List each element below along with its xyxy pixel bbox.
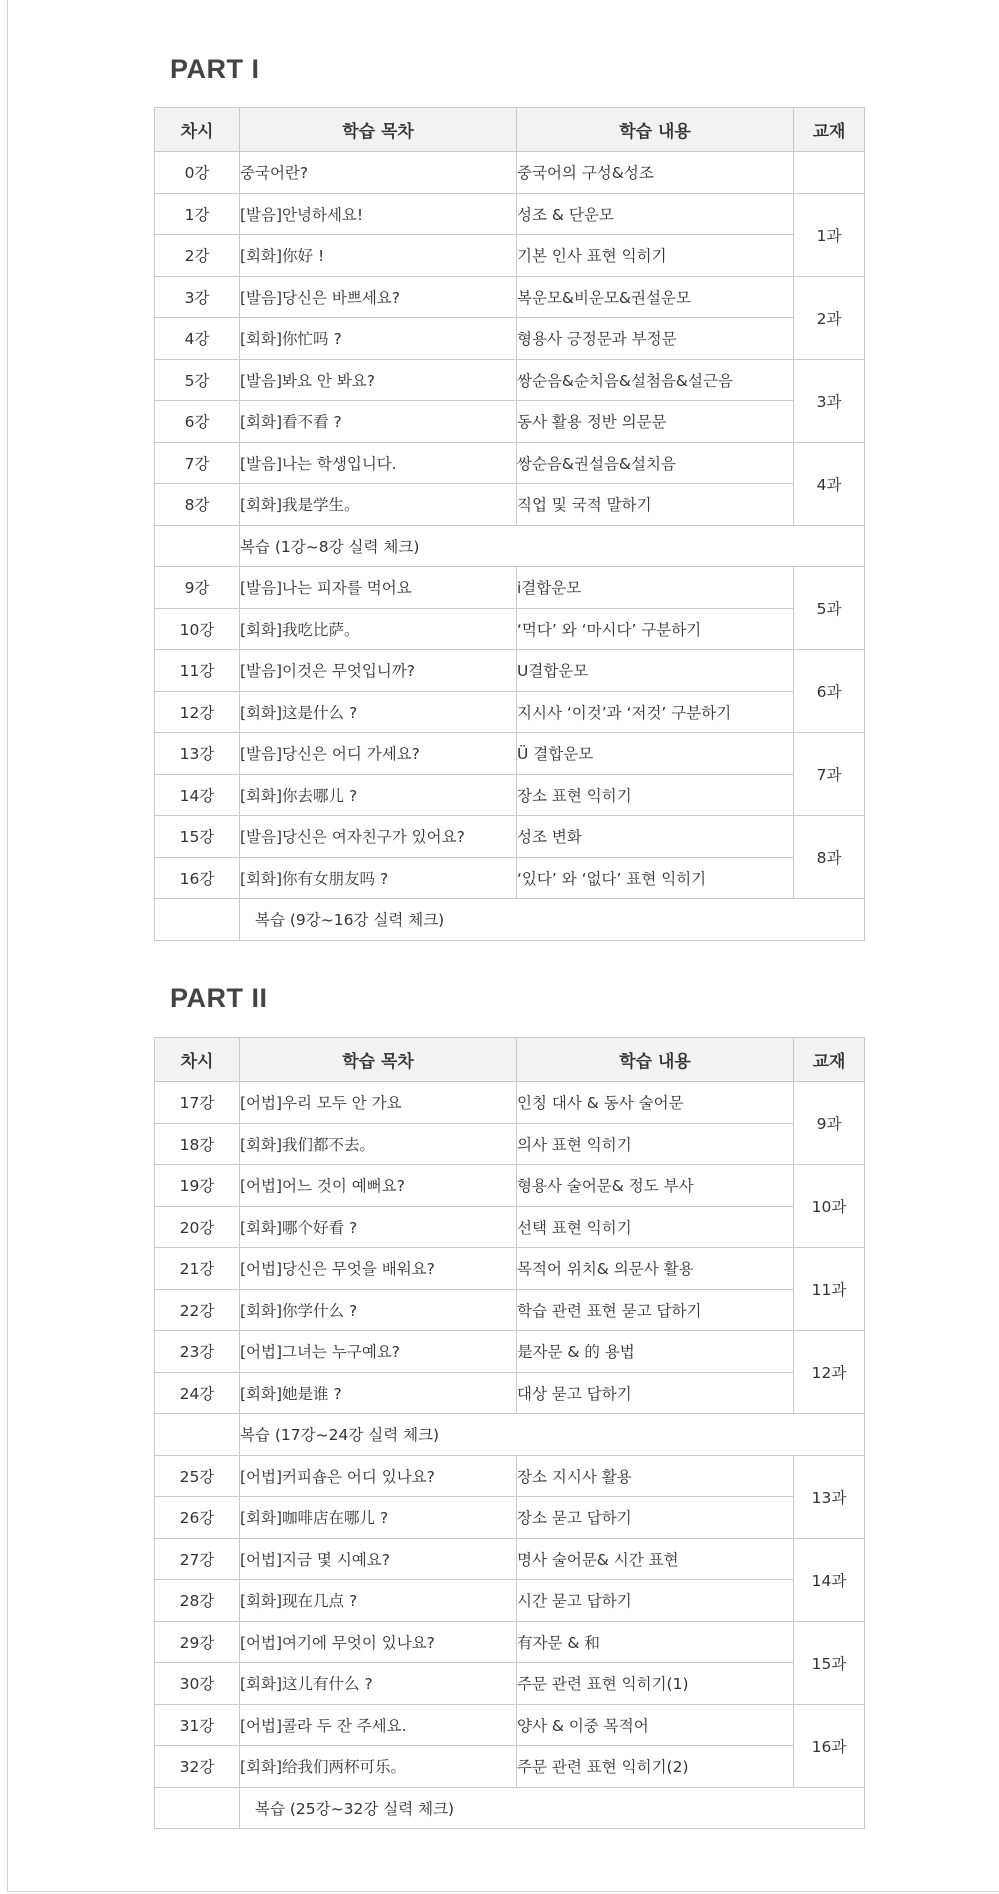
table-row <box>155 193 865 235</box>
session-cell: 6강 <box>155 401 240 443</box>
lesson-content-cell: 중국어의 구성&성조 <box>517 152 794 194</box>
table-row <box>155 1248 865 1290</box>
lesson-title-cell: [발음]안녕하세요! <box>240 193 517 235</box>
textbook-cell: 8과 <box>794 816 865 899</box>
table-row <box>155 567 865 609</box>
textbook-cell: 4과 <box>794 442 865 525</box>
review-row <box>155 1414 865 1456</box>
lesson-title-cell: [발음]봐요 안 봐요? <box>240 359 517 401</box>
session-cell: 28강 <box>155 1580 240 1622</box>
lesson-content-cell: 장소 묻고 답하기 <box>517 1497 794 1539</box>
session-cell: 30강 <box>155 1663 240 1705</box>
lesson-content-cell: 지시사 ‘이것’과 ‘저것’ 구분하기 <box>517 691 794 733</box>
table-row <box>155 1497 865 1539</box>
lesson-content-cell: i결합운모 <box>517 567 794 609</box>
lesson-content-cell: 인칭 대사 & 동사 술어문 <box>517 1082 794 1124</box>
lesson-title-cell: [회화]看不看 ? <box>240 401 517 443</box>
lesson-content-cell: 명사 술어문& 시간 표현 <box>517 1538 794 1580</box>
header-session: 차시 <box>155 108 240 152</box>
lesson-content-cell: 장소 표현 익히기 <box>517 774 794 816</box>
lesson-content-cell: 형용사 술어문& 정도 부사 <box>517 1165 794 1207</box>
session-cell: 31강 <box>155 1704 240 1746</box>
lesson-title-cell: [발음]당신은 여자친구가 있어요? <box>240 816 517 858</box>
review-cell: 복습 (1강~8강 실력 체크) <box>240 525 865 567</box>
header-content: 학습 내용 <box>517 108 794 152</box>
part-1-title: PART I <box>170 54 260 84</box>
session-cell: 5강 <box>155 359 240 401</box>
table-row <box>155 608 865 650</box>
table-row <box>155 1331 865 1373</box>
session-cell: 12강 <box>155 691 240 733</box>
lesson-content-cell: 有자문 & 和 <box>517 1621 794 1663</box>
header-book: 교재 <box>794 1038 865 1082</box>
review-row <box>155 1787 865 1829</box>
review-cell: 복습 (9강~16강 실력 체크) <box>240 899 865 941</box>
session-cell: 23강 <box>155 1331 240 1373</box>
table-row <box>155 1082 865 1124</box>
part-2-curriculum-table <box>154 1037 865 1829</box>
lesson-content-cell: ‘먹다’ 와 ‘마시다’ 구분하기 <box>517 608 794 650</box>
lesson-title-cell: 중국어란? <box>240 152 517 194</box>
lesson-content-cell: Ü 결합운모 <box>517 733 794 775</box>
session-cell: 3강 <box>155 276 240 318</box>
header-session: 차시 <box>155 1038 240 1082</box>
lesson-title-cell: [회화]咖啡店在哪儿 ? <box>240 1497 517 1539</box>
session-cell: 8강 <box>155 484 240 526</box>
table-row <box>155 1455 865 1497</box>
textbook-cell: 10과 <box>794 1165 865 1248</box>
table-row <box>155 774 865 816</box>
session-cell: 1강 <box>155 193 240 235</box>
table-row <box>155 733 865 775</box>
session-cell: 11강 <box>155 650 240 692</box>
table-header-row <box>155 1038 865 1082</box>
table-row <box>155 318 865 360</box>
part-2-title: PART II <box>170 983 268 1013</box>
lesson-title-cell: [회화]你有女朋友吗 ? <box>240 857 517 899</box>
review-row <box>155 899 865 941</box>
lesson-title-cell: [발음]당신은 바쁘세요? <box>240 276 517 318</box>
header-content: 학습 내용 <box>517 1038 794 1082</box>
session-cell <box>155 525 240 567</box>
session-cell: 29강 <box>155 1621 240 1663</box>
session-cell: 16강 <box>155 857 240 899</box>
lesson-title-cell: [어법]그녀는 누구예요? <box>240 1331 517 1373</box>
lesson-title-cell: [어법]콜라 두 잔 주세요. <box>240 1704 517 1746</box>
lesson-content-cell: 장소 지시사 활용 <box>517 1455 794 1497</box>
session-cell <box>155 899 240 941</box>
textbook-cell: 12과 <box>794 1331 865 1414</box>
session-cell <box>155 1787 240 1829</box>
lesson-title-cell: [회화]你忙吗 ? <box>240 318 517 360</box>
textbook-cell: 5과 <box>794 567 865 650</box>
lesson-content-cell: 是자문 & 的 용법 <box>517 1331 794 1373</box>
lesson-content-cell: 주문 관련 표현 익히기(2) <box>517 1746 794 1788</box>
textbook-cell: 16과 <box>794 1704 865 1787</box>
table-row <box>155 484 865 526</box>
session-cell: 0강 <box>155 152 240 194</box>
review-row <box>155 525 865 567</box>
lesson-title-cell: [회화]哪个好看 ? <box>240 1206 517 1248</box>
lesson-title-cell: [어법]어느 것이 예뻐요? <box>240 1165 517 1207</box>
table-row <box>155 1746 865 1788</box>
session-cell: 17강 <box>155 1082 240 1124</box>
textbook-cell: 11과 <box>794 1248 865 1331</box>
table-row <box>155 1580 865 1622</box>
lesson-content-cell: 직업 및 국적 말하기 <box>517 484 794 526</box>
textbook-cell: 3과 <box>794 359 865 442</box>
lesson-content-cell: 기본 인사 표현 익히기 <box>517 235 794 277</box>
lesson-content-cell: 양사 & 이중 목적어 <box>517 1704 794 1746</box>
table-row <box>155 1165 865 1207</box>
session-cell: 10강 <box>155 608 240 650</box>
lesson-title-cell: [발음]나는 학생입니다. <box>240 442 517 484</box>
header-title: 학습 목차 <box>240 1038 517 1082</box>
session-cell: 13강 <box>155 733 240 775</box>
lesson-content-cell: 쌍순음&권설음&설치음 <box>517 442 794 484</box>
table-row <box>155 359 865 401</box>
session-cell: 32강 <box>155 1746 240 1788</box>
lesson-title-cell: [발음]이것은 무엇입니까? <box>240 650 517 692</box>
session-cell: 4강 <box>155 318 240 360</box>
session-cell: 20강 <box>155 1206 240 1248</box>
session-cell <box>155 1414 240 1456</box>
lesson-content-cell: 목적어 위치& 의문사 활용 <box>517 1248 794 1290</box>
table-row <box>155 1538 865 1580</box>
textbook-cell: 13과 <box>794 1455 865 1538</box>
lesson-content-cell: 동사 활용 정반 의문문 <box>517 401 794 443</box>
lesson-content-cell: 성조 & 단운모 <box>517 193 794 235</box>
textbook-cell: 15과 <box>794 1621 865 1704</box>
lesson-title-cell: [회화]给我们两杯可乐。 <box>240 1746 517 1788</box>
lesson-content-cell: 학습 관련 표현 묻고 답하기 <box>517 1289 794 1331</box>
lesson-title-cell: [회화]你好 ! <box>240 235 517 277</box>
review-cell: 복습 (17강~24강 실력 체크) <box>240 1414 865 1456</box>
review-cell: 복습 (25강~32강 실력 체크) <box>240 1787 865 1829</box>
table-row <box>155 152 865 194</box>
session-cell: 15강 <box>155 816 240 858</box>
lesson-content-cell: 선택 표현 익히기 <box>517 1206 794 1248</box>
table-row <box>155 1704 865 1746</box>
textbook-cell <box>794 152 865 194</box>
session-cell: 25강 <box>155 1455 240 1497</box>
table-header-row <box>155 108 865 152</box>
lesson-title-cell: [어법]여기에 무엇이 있나요? <box>240 1621 517 1663</box>
lesson-title-cell: [발음]나는 피자를 먹어요 <box>240 567 517 609</box>
lesson-title-cell: [발음]당신은 어디 가세요? <box>240 733 517 775</box>
lesson-title-cell: [회화]这儿有什么 ? <box>240 1663 517 1705</box>
lesson-title-cell: [어법]당신은 무엇을 배워요? <box>240 1248 517 1290</box>
session-cell: 18강 <box>155 1123 240 1165</box>
lesson-content-cell: 의사 표현 익히기 <box>517 1123 794 1165</box>
lesson-title-cell: [어법]우리 모두 안 가요 <box>240 1082 517 1124</box>
session-cell: 21강 <box>155 1248 240 1290</box>
lesson-title-cell: [회화]她是谁 ? <box>240 1372 517 1414</box>
lesson-title-cell: [회화]你学什么 ? <box>240 1289 517 1331</box>
textbook-cell: 1과 <box>794 193 865 276</box>
lesson-title-cell: [어법]커피숍은 어디 있나요? <box>240 1455 517 1497</box>
session-cell: 14강 <box>155 774 240 816</box>
textbook-cell: 14과 <box>794 1538 865 1621</box>
lesson-content-cell: U결합운모 <box>517 650 794 692</box>
lesson-content-cell: ‘있다’ 와 ‘없다’ 표현 익히기 <box>517 857 794 899</box>
table-row <box>155 691 865 733</box>
session-cell: 24강 <box>155 1372 240 1414</box>
lesson-content-cell: 대상 묻고 답하기 <box>517 1372 794 1414</box>
session-cell: 26강 <box>155 1497 240 1539</box>
table-row <box>155 1289 865 1331</box>
textbook-cell: 6과 <box>794 650 865 733</box>
table-row <box>155 235 865 277</box>
table-row <box>155 1621 865 1663</box>
lesson-content-cell: 주문 관련 표현 익히기(1) <box>517 1663 794 1705</box>
lesson-title-cell: [회화]我是学生。 <box>240 484 517 526</box>
session-cell: 7강 <box>155 442 240 484</box>
header-book: 교재 <box>794 108 865 152</box>
session-cell: 22강 <box>155 1289 240 1331</box>
lesson-content-cell: 쌍순음&순치음&설첨음&설근음 <box>517 359 794 401</box>
table-row <box>155 857 865 899</box>
table-row <box>155 1206 865 1248</box>
lesson-title-cell: [어법]지금 몇 시예요? <box>240 1538 517 1580</box>
table-row <box>155 816 865 858</box>
header-title: 학습 목차 <box>240 108 517 152</box>
lesson-content-cell: 시간 묻고 답하기 <box>517 1580 794 1622</box>
textbook-cell: 9과 <box>794 1082 865 1165</box>
table-row <box>155 1372 865 1414</box>
textbook-cell: 2과 <box>794 276 865 359</box>
lesson-content-cell: 형용사 긍정문과 부정문 <box>517 318 794 360</box>
table-row <box>155 650 865 692</box>
table-row <box>155 1123 865 1165</box>
textbook-cell: 7과 <box>794 733 865 816</box>
lesson-content-cell: 성조 변화 <box>517 816 794 858</box>
lesson-title-cell: [회화]我吃比萨。 <box>240 608 517 650</box>
table-row <box>155 401 865 443</box>
session-cell: 2강 <box>155 235 240 277</box>
session-cell: 19강 <box>155 1165 240 1207</box>
session-cell: 27강 <box>155 1538 240 1580</box>
table-row <box>155 276 865 318</box>
lesson-title-cell: [회화]我们都不去。 <box>240 1123 517 1165</box>
lesson-content-cell: 복운모&비운모&권설운모 <box>517 276 794 318</box>
lesson-title-cell: [회화]这是什么 ? <box>240 691 517 733</box>
lesson-title-cell: [회화]你去哪儿 ? <box>240 774 517 816</box>
table-row <box>155 1663 865 1705</box>
table-row <box>155 442 865 484</box>
session-cell: 9강 <box>155 567 240 609</box>
part-1-curriculum-table <box>154 107 865 941</box>
lesson-title-cell: [회화]现在几点 ? <box>240 1580 517 1622</box>
